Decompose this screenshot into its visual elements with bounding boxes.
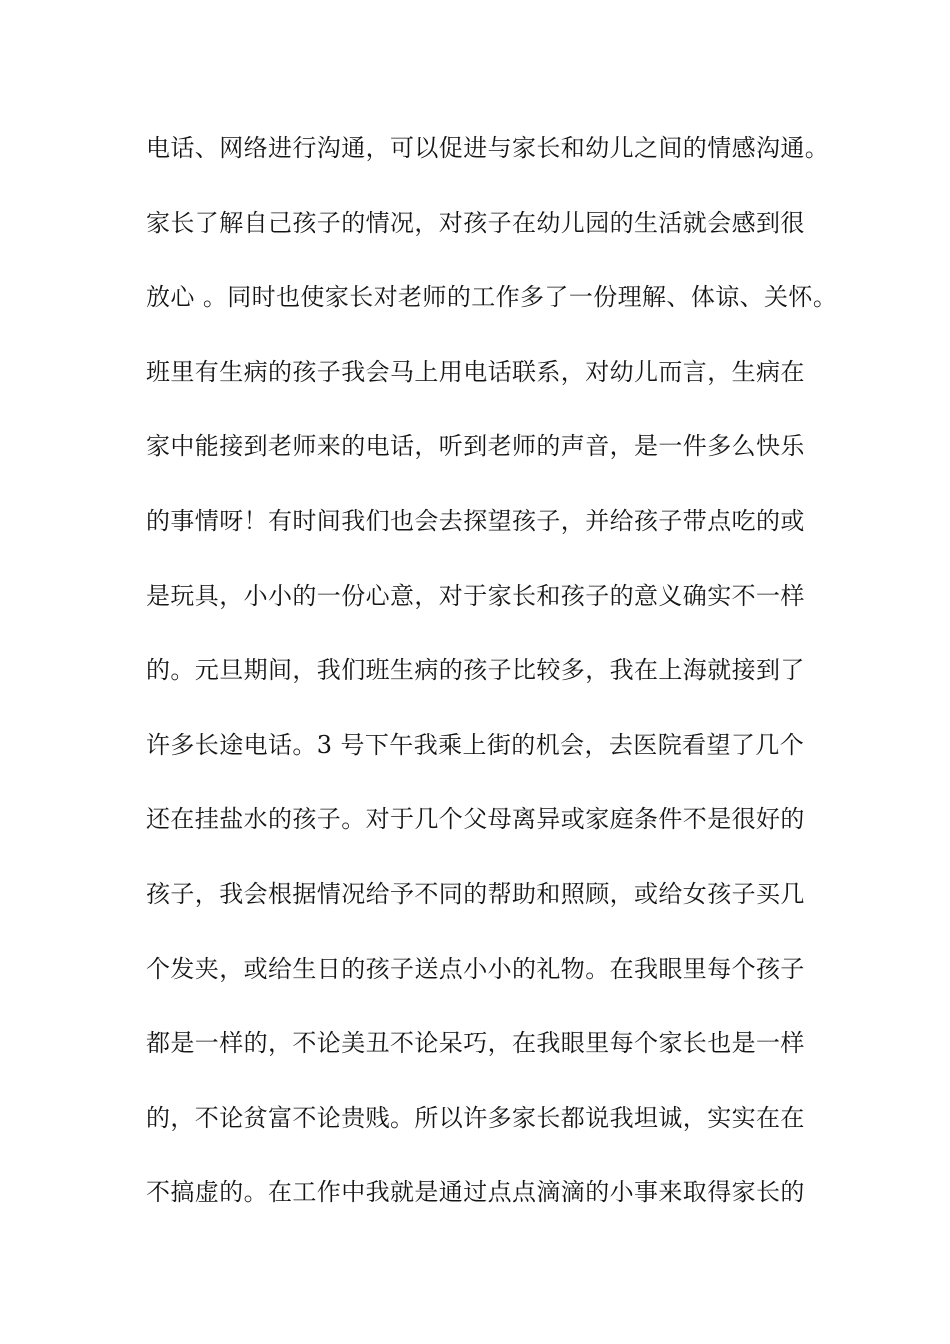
text-line-12: 个发夹，或给生日的孩子送点小小的礼物。在我眼里每个孩子 xyxy=(146,954,805,983)
text-line-13: 都是一样的，不论美丑不论呆巧，在我眼里每个家长也是一样 xyxy=(146,1029,805,1058)
text-line-3: 放心 。同时也使家长对老师的工作多了一份理解、体谅、关怀。 xyxy=(146,283,838,312)
text-line-6: 的事情呀！有时间我们也会去探望孩子，并给孩子带点吃的或 xyxy=(146,506,805,535)
text-line-10: 还在挂盐水的孩子。对于几个父母离异或家庭条件不是很好的 xyxy=(146,805,805,834)
text-line-2: 家长了解自己孩子的情况，对孩子在幼儿园的生活就会感到很 xyxy=(146,208,805,237)
text-line-8: 的。元旦期间，我们班生病的孩子比较多，我在上海就接到了 xyxy=(146,656,805,685)
text-line-9: 许多长途电话。3 号下午我乘上街的机会，去医院看望了几个 xyxy=(146,730,805,759)
text-line-11: 孩子，我会根据情况给予不同的帮助和照顾，或给女孩子买几 xyxy=(146,879,805,908)
text-line-5: 家中能接到老师来的电话，听到老师的声音，是一件多么快乐 xyxy=(146,432,805,461)
text-line-1: 电话、网络进行沟通，可以促进与家长和幼儿之间的情感沟通。 xyxy=(146,134,830,162)
text-line-7: 是玩具，小小的一份心意，对于家长和孩子的意义确实不一样 xyxy=(146,581,805,610)
text-line-14: 的，不论贫富不论贵贱。所以许多家长都说我坦诚，实实在在 xyxy=(146,1103,805,1132)
text-line-15: 不搞虚的。在工作中我就是通过点点滴滴的小事来取得家长的 xyxy=(146,1178,805,1207)
text-line-4: 班里有生病的孩子我会马上用电话联系，对幼儿而言，生病在 xyxy=(146,357,805,386)
body-text xyxy=(146,128,838,1247)
